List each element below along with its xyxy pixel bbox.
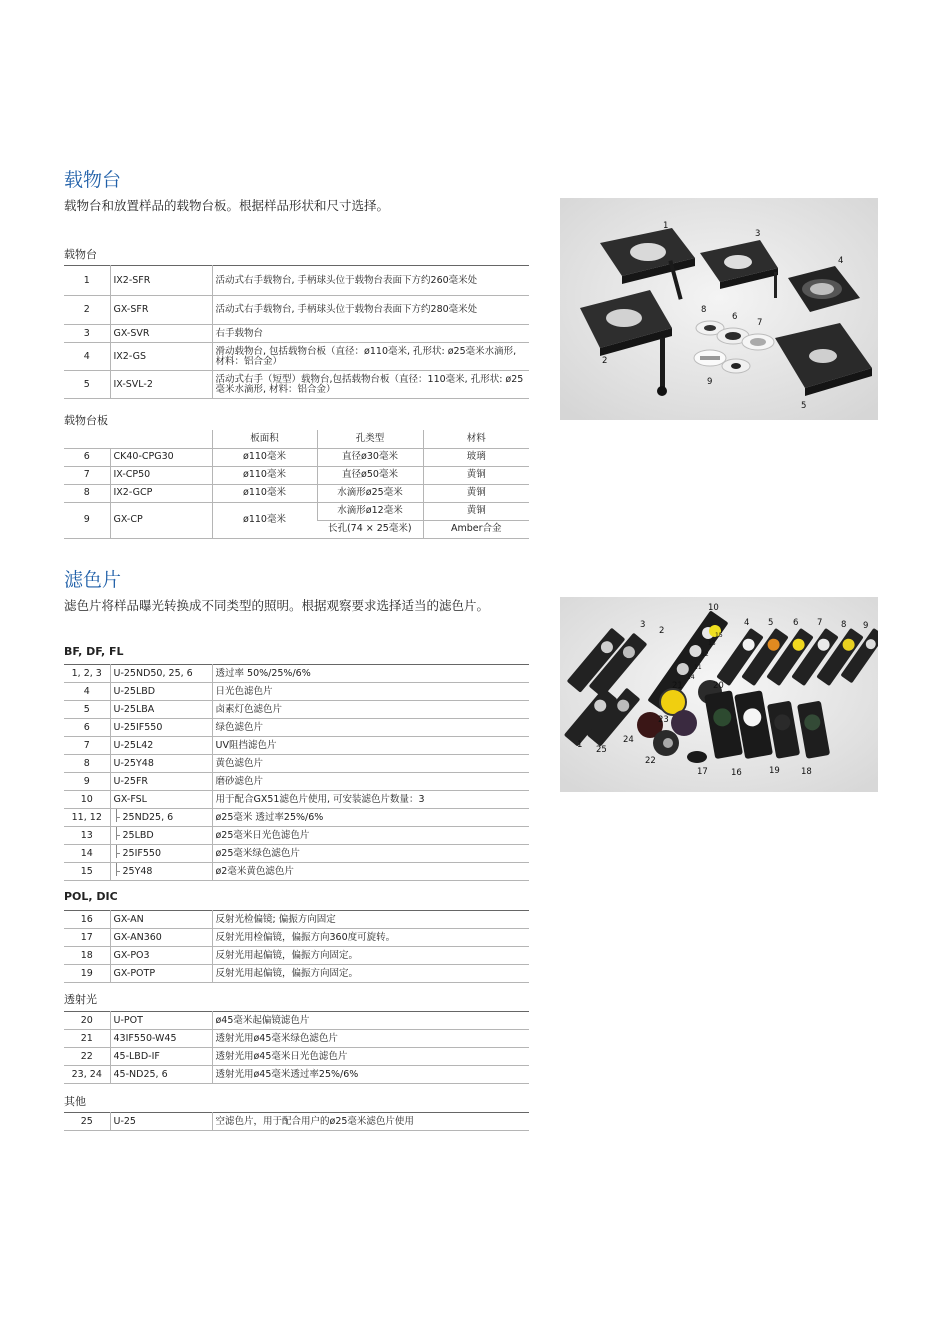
table-row	[64, 773, 529, 791]
callout-label: 16	[731, 768, 742, 778]
callout-label: 20	[713, 681, 724, 691]
callout-label: 6	[793, 618, 799, 628]
callout-label: 4	[744, 618, 750, 628]
callout-label: 5	[768, 618, 774, 628]
table-row	[64, 466, 529, 484]
item-desc: 反射光用起偏镜，偏振方向固定。	[212, 947, 529, 965]
item-code: U-25L42	[110, 737, 212, 755]
item-number: 5	[64, 371, 110, 399]
bf-label: BF, DF, FL	[64, 645, 124, 658]
trans-filter-table	[64, 1011, 529, 1084]
item-number: 6	[64, 448, 110, 466]
callout-label: 2	[659, 626, 665, 636]
callout-label: 22	[645, 756, 656, 766]
callout-label: 17	[697, 767, 708, 777]
callout-label: 1	[663, 221, 669, 231]
item-number: 14	[64, 845, 110, 863]
item-number: 13	[64, 827, 110, 845]
item-number: 18	[64, 947, 110, 965]
stage-intro: 载物台和放置样品的载物台板。根据样品形状和尺寸选择。	[64, 198, 390, 213]
item-code: U-25FR	[110, 773, 212, 791]
table-row	[64, 701, 529, 719]
item-code: 25ND25, 6	[110, 809, 212, 827]
trans-label: 透射光	[64, 993, 97, 1006]
item-code: GX-CP	[110, 502, 212, 538]
callout-label: 15	[715, 632, 723, 639]
table-row	[64, 827, 529, 845]
item-desc: 黄色滤色片	[212, 755, 529, 773]
item-desc: 用于配合GX51滤色片使用, 可安装滤色片数量：3	[212, 791, 529, 809]
table-row	[64, 755, 529, 773]
item-desc: ø45毫米起偏镜滤色片	[212, 1012, 529, 1030]
table-row	[64, 343, 529, 371]
item-desc: 透射光用ø45毫米透过率25%/6%	[212, 1066, 529, 1084]
table-row	[64, 1066, 529, 1084]
table-row	[64, 737, 529, 755]
filter-intro: 滤色片将样品曝光转换成不同类型的照明。根据观察要求选择适当的滤色片。	[64, 598, 490, 613]
item-code: IX-CP50	[110, 466, 212, 484]
pol-filter-table	[64, 910, 529, 983]
table-row	[64, 947, 529, 965]
item-code: GX-AN360	[110, 929, 212, 947]
item-code: U-25LBA	[110, 701, 212, 719]
bf-filter-table	[64, 664, 529, 881]
item-code: GX-PO3	[110, 947, 212, 965]
item-number: 8	[64, 755, 110, 773]
table-row	[64, 845, 529, 863]
item-desc: 反射光用起偏镜，偏振方向固定。	[212, 965, 529, 983]
callout-label: 25	[596, 745, 607, 755]
callout-label: 7	[757, 318, 763, 328]
callout-label: 8	[701, 305, 707, 315]
item-code: 25LBD	[110, 827, 212, 845]
item-number: 8	[64, 484, 110, 502]
item-desc: 反射光检偏镜; 偏振方向固定	[212, 911, 529, 929]
hole-type: 直径ø30毫米	[317, 448, 423, 466]
item-desc: ø25毫米绿色滤色片	[212, 845, 529, 863]
item-number: 10	[64, 791, 110, 809]
plates-label: 载物台板	[64, 414, 108, 427]
table-row	[64, 484, 529, 502]
table-row	[64, 965, 529, 983]
item-number: 21	[64, 1030, 110, 1048]
item-number: 4	[64, 683, 110, 701]
item-desc: 活动式右手载物台, 手柄球头位于载物台表面下方约280毫米处	[212, 296, 529, 325]
filter-photo	[560, 597, 878, 792]
item-number: 19	[64, 965, 110, 983]
material: 黄铜	[423, 484, 529, 502]
callout-label: 3	[755, 229, 761, 239]
hole-type: 水滴形ø12毫米	[317, 502, 423, 520]
table-row	[64, 371, 529, 399]
hole-type: 长孔(74 × 25毫米)	[317, 520, 423, 538]
item-code: IX-SVL-2	[110, 371, 212, 399]
item-desc: 透过率 50%/25%/6%	[212, 665, 529, 683]
stages-label: 载物台	[64, 248, 97, 261]
item-number: 7	[64, 466, 110, 484]
callout-label: 19	[769, 766, 780, 776]
callout-label: 13	[708, 640, 716, 647]
item-desc: ø25毫米日光色滤色片	[212, 827, 529, 845]
item-code: U-POT	[110, 1012, 212, 1030]
column-header: 材料	[423, 430, 529, 448]
stages-table	[64, 265, 529, 399]
column-header: 板面积	[212, 430, 317, 448]
item-desc: ø25毫米 透过率25%/6%	[212, 809, 529, 827]
callout-label: 4	[838, 256, 844, 266]
item-code: GX-SFR	[110, 296, 212, 325]
callout-label: 12	[701, 651, 709, 658]
table-row	[64, 502, 529, 520]
item-code: GX-SVR	[110, 325, 212, 343]
item-code: 43IF550-W45	[110, 1030, 212, 1048]
item-number: 5	[64, 701, 110, 719]
callout-label: 14	[687, 674, 695, 681]
plate-area: ø110毫米	[212, 466, 317, 484]
item-code: IX2-SFR	[110, 266, 212, 296]
table-row	[64, 296, 529, 325]
table-row	[64, 325, 529, 343]
item-code: GX-FSL	[110, 791, 212, 809]
stage-photo	[560, 198, 878, 420]
material: 黄铜	[423, 502, 529, 520]
stage-photo-illustration	[560, 198, 878, 420]
callout-label: 6	[732, 312, 738, 322]
item-number: 7	[64, 737, 110, 755]
item-code: U-25LBD	[110, 683, 212, 701]
item-desc: 绿色滤色片	[212, 719, 529, 737]
callout-label: 9	[707, 377, 713, 387]
pol-label: POL, DIC	[64, 890, 118, 903]
callout-label: 10	[708, 603, 719, 613]
column-header: 孔类型	[317, 430, 423, 448]
item-code: GX-AN	[110, 911, 212, 929]
callout-label: 1	[577, 740, 583, 750]
callout-label: 3	[640, 620, 646, 630]
plate-area: ø110毫米	[212, 502, 317, 538]
hole-type: 水滴形ø25毫米	[317, 484, 423, 502]
item-number: 4	[64, 343, 110, 371]
item-desc: 磨砂滤色片	[212, 773, 529, 791]
other-filter-table	[64, 1112, 529, 1131]
item-desc: 滑动载物台, 包括载物台板（直径：ø110毫米, 孔形状: ø25毫米水滴形, 材料：铝合金）	[212, 343, 529, 371]
callout-label: 23	[658, 715, 669, 725]
item-number: 23, 24	[64, 1066, 110, 1084]
material: 玻璃	[423, 448, 529, 466]
material: 黄铜	[423, 466, 529, 484]
table-row	[64, 719, 529, 737]
table-row	[64, 1048, 529, 1066]
item-code: 25Y48	[110, 863, 212, 881]
item-desc: ø2毫米黄色滤色片	[212, 863, 529, 881]
item-number: 11, 12	[64, 809, 110, 827]
callout-label: 21	[672, 681, 683, 691]
item-code: 45-ND25, 6	[110, 1066, 212, 1084]
item-code: CK40-CPG30	[110, 448, 212, 466]
table-row	[64, 929, 529, 947]
table-row	[64, 1012, 529, 1030]
item-code: U-25ND50, 25, 6	[110, 665, 212, 683]
hole-type: 直径ø50毫米	[317, 466, 423, 484]
table-row	[64, 448, 529, 466]
item-number: 9	[64, 502, 110, 538]
table-row	[64, 863, 529, 881]
plates-table	[64, 430, 529, 539]
item-desc: 日光色滤色片	[212, 683, 529, 701]
material: Amber合金	[423, 520, 529, 538]
item-number: 17	[64, 929, 110, 947]
item-number: 9	[64, 773, 110, 791]
item-number: 15	[64, 863, 110, 881]
table-row	[64, 809, 529, 827]
item-number: 1	[64, 266, 110, 296]
item-number: 6	[64, 719, 110, 737]
item-desc: 空滤色片，用于配合用户的ø25毫米滤色片使用	[212, 1113, 529, 1131]
item-code: 45-LBD-IF	[110, 1048, 212, 1066]
item-code: U-25Y48	[110, 755, 212, 773]
item-desc: 反射光用检偏镜，偏振方向360度可旋转。	[212, 929, 529, 947]
item-code: IX2-GS	[110, 343, 212, 371]
table-row	[64, 791, 529, 809]
callout-label: 11	[694, 664, 702, 671]
plate-area: ø110毫米	[212, 448, 317, 466]
table-row	[64, 665, 529, 683]
table-row	[64, 1113, 529, 1131]
item-number: 22	[64, 1048, 110, 1066]
table-row	[64, 266, 529, 296]
item-number: 16	[64, 911, 110, 929]
item-code: IX2-GCP	[110, 484, 212, 502]
table-row	[64, 683, 529, 701]
other-label: 其他	[64, 1095, 86, 1108]
table-row	[64, 911, 529, 929]
callout-label: 9	[863, 621, 869, 631]
callout-label: 5	[801, 401, 807, 411]
item-desc: 活动式右手载物台, 手柄球头位于载物台表面下方约260毫米处	[212, 266, 529, 296]
item-desc: 透射光用ø45毫米绿色滤色片	[212, 1030, 529, 1048]
callout-label: 18	[801, 767, 812, 777]
item-code: U-25	[110, 1113, 212, 1131]
item-number: 1, 2, 3	[64, 665, 110, 683]
table-header-row	[64, 430, 529, 448]
item-desc: 右手载物台	[212, 325, 529, 343]
callout-label: 7	[817, 618, 823, 628]
item-code: U-25IF550	[110, 719, 212, 737]
table-row	[64, 1030, 529, 1048]
callout-label: 2	[602, 356, 608, 366]
section-title-filter: 滤色片	[64, 569, 122, 591]
callout-label: 24	[623, 735, 634, 745]
item-code: GX-POTP	[110, 965, 212, 983]
section-title-stage: 载物台	[64, 169, 122, 191]
callout-label: 8	[841, 620, 847, 630]
item-desc: 活动式右手（短型）载物台,包括载物台板（直径：110毫米, 孔形状: ø25毫米水滴形, 材料：铝合金）	[212, 371, 529, 399]
item-number: 2	[64, 296, 110, 325]
item-desc: UV阻挡滤色片	[212, 737, 529, 755]
plate-area: ø110毫米	[212, 484, 317, 502]
item-desc: 卤素灯色滤色片	[212, 701, 529, 719]
item-code: 25IF550	[110, 845, 212, 863]
item-number: 20	[64, 1012, 110, 1030]
item-number: 25	[64, 1113, 110, 1131]
item-number: 3	[64, 325, 110, 343]
filter-photo-illustration	[560, 597, 878, 792]
item-desc: 透射光用ø45毫米日光色滤色片	[212, 1048, 529, 1066]
